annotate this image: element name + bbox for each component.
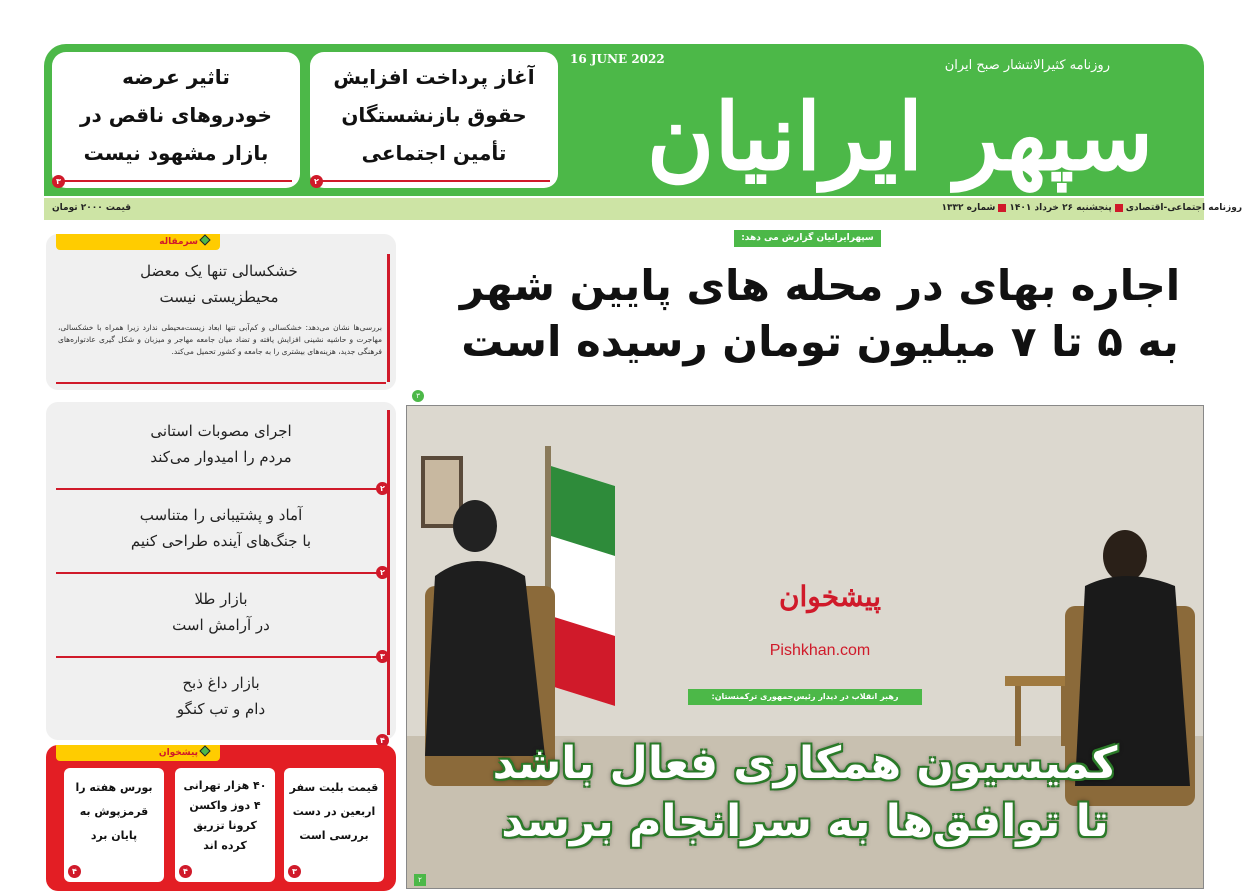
page-number-badge: ۲ — [310, 175, 323, 188]
side-item-line: دام و تب کنگو — [176, 700, 266, 718]
watermark-url[interactable]: Pishkhan.com — [769, 642, 871, 659]
teaser-line: حقوق بازنشستگان — [341, 103, 527, 127]
title-line: خشکسالی تنها یک معضل — [140, 262, 298, 280]
page-number-badge: ۴ — [179, 865, 192, 878]
divider — [56, 382, 386, 384]
side-item[interactable] — [56, 502, 386, 554]
side-item-line: بازار طلا — [194, 590, 248, 608]
mini-card-vaccine[interactable] — [175, 768, 275, 882]
mini-card-arbaeen[interactable] — [284, 768, 384, 882]
editorial-title — [56, 258, 382, 310]
headline-line: اجاره بهای در محله های پایین شهر — [459, 261, 1181, 310]
card-line: بورس هفته را — [75, 781, 153, 794]
page-number-badge: ۳ — [412, 390, 424, 402]
page-number-badge: ۳ — [376, 650, 389, 663]
teaser-line: آغاز پرداخت افزایش — [333, 65, 535, 89]
kicker: سپهرایرانیان گزارش می دهد: — [734, 230, 881, 247]
divider — [56, 488, 386, 490]
page-number-badge: ۲ — [376, 566, 389, 579]
price: قیمت ۲۰۰۰ تومان — [52, 203, 132, 213]
teaser-car-supply[interactable] — [52, 52, 300, 188]
main-headline[interactable] — [440, 258, 1200, 370]
separator-icon — [998, 204, 1006, 212]
divider — [56, 656, 386, 658]
teaser-line: بازار مشهود نیست — [83, 141, 269, 165]
tagline: روزنامه کثیرالانتشار صبح ایران — [944, 58, 1110, 73]
issue-info — [942, 203, 1243, 213]
teaser-line: تأمین اجتماعی — [361, 141, 507, 165]
photo-caption: رهبر انقلاب در دیدار رئیس‌جمهوری ترکمنستان: — [688, 689, 922, 705]
tag-label: پیشخوان — [158, 748, 198, 758]
divider — [56, 572, 386, 574]
card-line: کرده اند — [203, 839, 247, 852]
side-item-line: آماد و پشتیبانی را متناسب — [139, 506, 303, 524]
divider — [60, 180, 292, 182]
divider — [387, 254, 390, 382]
card-line: ۴ دوز واکسن — [189, 799, 261, 812]
newspaper-logo[interactable]: سپهر ایرانیان — [646, 83, 1154, 191]
teaser-pension-increase[interactable] — [310, 52, 558, 188]
side-item-line: بازار داغ ذبح — [182, 674, 260, 692]
side-item[interactable] — [56, 586, 386, 638]
separator-icon — [1115, 204, 1123, 212]
tag-label: سرمقاله — [159, 237, 198, 247]
divider — [318, 180, 550, 182]
page-number-badge: ۳ — [52, 175, 65, 188]
page-number-badge: ۳ — [288, 865, 301, 878]
headline-line: به ۵ تا ۷ میلیون تومان رسیده است — [461, 317, 1179, 366]
editorial-tag — [56, 234, 220, 250]
headline-line: تا توافق‌ها به سرانجام برسد — [501, 796, 1109, 847]
side-item-line: با جنگ‌های آینده طراحی کنیم — [130, 532, 312, 550]
persian-date: پنجشنبه ۲۶ خرداد ۱۴۰۱ — [1009, 203, 1112, 213]
card-line: اربعین در دست — [292, 805, 376, 818]
card-line: پایان برد — [90, 829, 138, 842]
card-line: بررسی است — [299, 829, 369, 842]
page-number-badge: ۴ — [68, 865, 81, 878]
title-line: محیطزیستی نیست — [159, 288, 279, 306]
watermark-brand: پیشخوان — [778, 580, 882, 613]
english-date: 16 JUNE 2022 — [570, 52, 665, 66]
card-line: ۴۰ هزار تهرانی — [183, 779, 267, 792]
side-item[interactable] — [56, 670, 386, 722]
card-line: قرمزپوش به — [79, 805, 149, 818]
teaser-line: تاثیر عرضه — [122, 65, 230, 89]
pishkhan-tag — [56, 745, 220, 761]
diamond-icon — [199, 745, 210, 756]
page-number-badge: ۲ — [376, 482, 389, 495]
diamond-icon — [199, 234, 210, 245]
photo-headline[interactable] — [420, 735, 1190, 851]
headline-line: کمیسیون همکاری فعال باشد — [492, 738, 1118, 789]
issue-number: شماره ۱۳۳۲ — [941, 203, 996, 213]
card-line: کرونا تزریق — [193, 819, 257, 832]
side-item-line: مردم را امیدوار می‌کند — [150, 448, 292, 466]
page-number-badge: ۴ — [376, 734, 389, 747]
side-item-line: در آرامش است — [172, 616, 270, 634]
teaser-line: خودروهای ناقص در — [80, 103, 272, 127]
mini-card-bourse[interactable] — [64, 768, 164, 882]
side-item-line: اجرای مصوبات استانی — [150, 422, 292, 440]
card-line: قیمت بلیت سفر — [289, 781, 379, 794]
editorial-box[interactable] — [46, 234, 396, 390]
section-label: روزنامه اجتماعی-اقتصادی — [1125, 203, 1242, 213]
side-item[interactable] — [56, 418, 386, 470]
page-number-badge: ۲ — [414, 874, 426, 886]
editorial-body: بررسی‌ها نشان می‌دهد: خشکسالی و کم‌آبی تنها ابعاد زیست‌محیطی ندارد زیرا همراه با خشکسالی، مهاجرت و حاشیه نشینی افزایش یافته و تضاد میان جامعه مهاجر و میزبان و شکل گیری عادتواره‌های فرهنگی جدید، هزینه‌های بیشتری را به جامعه و کشور تحمیل می‌کند. — [58, 323, 382, 356]
